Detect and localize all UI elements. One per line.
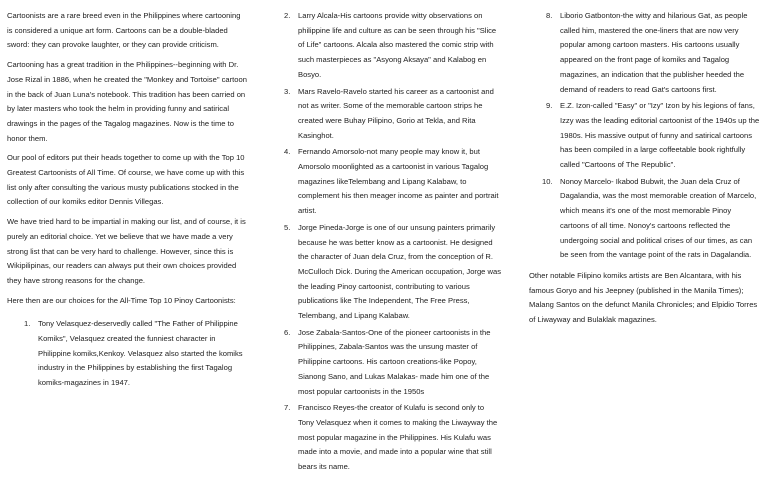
list-item-number: 2. — [284, 11, 291, 20]
list-item-text: Jose Zabala-Santos-One of the pioneer cartoonists in the Philippines, Zabala-Santos was the unsung master of Philippine cartoons. His cartoon creations-like Popoy, Sianong Sano, and Lukas Malakas- made him one of the most popular cartoonists in the 1950s — [298, 327, 491, 396]
closing-paragraph: Other notable Filipino komiks artists are Ben Alcantara, with his famous Goryo and his Jeepney (published in the Manila Times); Malang Santos on the defunct Manila Chronicles; and Elpidio Torres of Liwayway and Bulaklak magazines. — [529, 270, 758, 325]
list-item — [529, 9, 761, 97]
article-column-2 — [284, 9, 501, 477]
list-item-text: Jorge Pineda-Jorge is one of our unsung painters primarily because he was better know as a cartoonist. He designed the character of Juan dela Cruz, from the conception of R. McCulloch Dick. During the American occupation, Jorge was the leading Pinoy cartoonist, contributing to various publications like The Independent, The Free Press, Telembang, and Lipang Kalabaw. — [298, 222, 502, 321]
list-item-number: 1. — [24, 319, 31, 329]
list-item-text: E.Z. Izon-called "Easy" or "Izy" Izon by his legions of fans, Izzy was the leading editorial cartoonist of the 1940s up the 1980s. His massive output of funny and satirical cartoons has been compiled in a large coffeetable book rightfully called "Cartoons of The Republic". — [560, 101, 760, 170]
selection-paragraph: Our pool of editors put their heads together to come up with the Top 10 Greatest Cartoonists of All Time. Of course, we have come up with this list only after consulting the various musty publications stocked in the collection of our komiks editor Dennis Villegas. — [7, 153, 245, 207]
list-item-number: 7. — [284, 403, 291, 413]
list-item-number: 10. — [542, 176, 553, 186]
article-column-3 — [529, 9, 761, 333]
history-paragraph: Cartooning has a great tradition in the Philippines--beginning with Dr. Jose Rizal in 1886, when he created the "Monkey and Tortoise" cartoon in the back of Juan Luna's notebook. This tradition has been carried on by later masters who took the helm in providing funny and satirical drawings in the pages of the Tagalog magazines. Now is the time to honor them. — [7, 60, 247, 143]
list-item — [284, 401, 501, 475]
intro-paragraph: Cartoonists are a rare breed even in the Philippines where cartooning is considered a unique art form. Cartoons can be a double-bladed sword: they can provoke laughter, or they can provide criticism. — [7, 11, 241, 50]
list-item-text: Nonoy Marcelo- Ikabod Bubwit, the Juan dela Cruz of Dagalandia, was the most memorable creation of Marcelo, which means it's one of the most memorable Pinoy cartoons of all time. Nonoy's cartoons reflected the undergoing social and political crises of our times, as can be seen from the vantage point of the rats in Dagalandia. — [560, 176, 757, 260]
list-item-text: Liborio Gatbonton-the witty and hilarious Gat, as people called him, mastered the one-liners that are now very popular among cartoon masters. His cartoons usually appeared on the front page of komiks and Tagalog magazines, an indication that the publisher heeded the demand of readers to read Gat's cartoons first. — [560, 11, 748, 94]
list-item-number: 8. — [546, 11, 553, 20]
list-item — [284, 9, 501, 83]
list-intro-paragraph: Here then are our choices for the All-Time Top 10 Pinoy Cartoonists: — [7, 295, 236, 305]
list-item-text: Francisco Reyes-the creator of Kulafu is second only to Tony Velasquez when it comes to making the Liwayway the most popular magazine in the Philippines. His Kulafu was made into a movie, and made into a popular wine that still bears its name. — [298, 403, 498, 472]
list-item — [529, 99, 761, 173]
list-item-text: Fernando Amorsolo-not many people may know it, but Amorsolo moonlighted as a cartoonist in various Tagalog magazines likeTelembang and Lipang Kalabaw, to complement his then meager income as painter and portrait artist. — [298, 147, 499, 216]
list-item-number: 9. — [546, 101, 553, 111]
list-item — [284, 85, 501, 144]
list-item-text: Mars Ravelo-Ravelo started his career as a cartoonist and not as writer. Some of the memorable cartoon strips he created were Buhay Pilipino, Gorio at Tekla, and Rita Kasinghot. — [298, 86, 494, 140]
article-column-1 — [7, 9, 247, 393]
list-item — [529, 175, 761, 263]
impartiality-paragraph: We have tried hard to be impartial in making our list, and of course, it is purely an editorial choice. Yet we believe that we have made a very strong list that can be very hard to challenge. However, since this is Wikipilipinas, our readers can always put their own choices provided they have strong reasons for the change. — [7, 217, 246, 285]
list-item-number: 6. — [284, 327, 291, 337]
list-item-number: 5. — [284, 222, 291, 232]
list-item — [7, 317, 247, 391]
list-item-number: 3. — [284, 86, 291, 96]
list-item-number: 4. — [284, 147, 291, 157]
list-item — [284, 326, 501, 400]
list-item-text: Tony Velasquez-deservedly called "The Father of Philippine Komiks", Velasquez created the funniest character in Philippine komiks,Kenkoy. Velasquez also started the komiks industry in the Philippines by establishing the first Tagalog komiks-magazines in 1947. — [38, 319, 243, 388]
list-item-text: Larry Alcala-His cartoons provide witty observations on philippine life and culture as can be seen through his "Slice of Life" cartoons. Alcala also mastered the comic strip with such masterpieces as "Asyong Aksaya" and Kalabog en Bosyo. — [298, 11, 497, 79]
list-item — [284, 145, 501, 219]
list-item — [284, 221, 501, 324]
